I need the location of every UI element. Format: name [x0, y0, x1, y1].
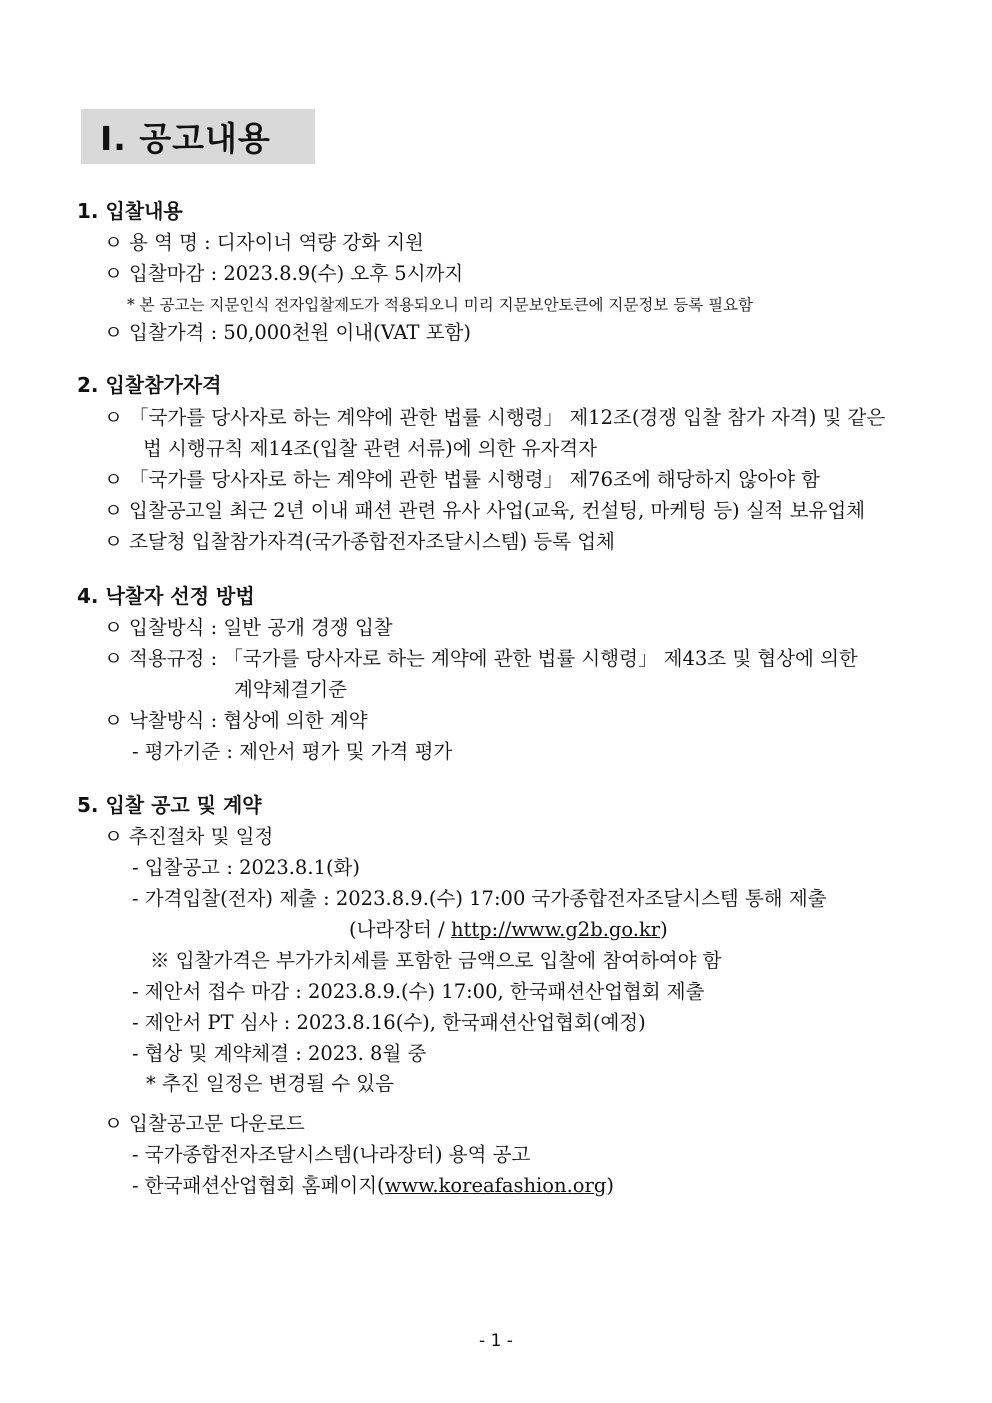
s2-qualification-2: ㅇ 「국가를 당사자로 하는 계약에 관한 법률 시행령」 제76조에 해당하지 않아야 함 [104, 468, 820, 491]
section-2-heading: 2. 입찰참가자격 [77, 373, 222, 397]
s2-qualification-1: ㅇ 「국가를 당사자로 하는 계약에 관한 법률 시행령」 제12조(경쟁 입찰 참가 자격) 및 같은 [104, 406, 886, 429]
s5-nara-market: (나라장터 / http://www.g2b.go.kr) [349, 918, 668, 941]
s5-schedule-note: * 추진 일정은 변경될 수 있음 [146, 1072, 394, 1095]
s1-service-name: ㅇ 용 역 명 : 디자이너 역량 강화 지원 [104, 231, 424, 254]
s5-download-homepage: - 한국패션산업협회 홈페이지(www.koreafashion.org) [132, 1174, 614, 1197]
s4-bid-method: ㅇ 입찰방식 : 일반 공개 경쟁 입찰 [104, 616, 393, 639]
s5-price-bid-submission: - 가격입찰(전자) 제출 : 2023.8.9.(수) 17:00 국가종합전자조달시스템 통해 제출 [132, 887, 827, 910]
section-5-heading: 5. 입찰 공고 및 계약 [77, 793, 262, 817]
s4-evaluation-criteria: - 평가기준 : 제안서 평가 및 가격 평가 [132, 740, 453, 763]
s1-fingerprint-note: * 본 공고는 지문인식 전자입찰제도가 적용되오니 미리 지문보안토큰에 지문정보 등록 필요함 [127, 296, 753, 314]
koreafashion-link[interactable]: www.koreafashion.org [384, 1174, 607, 1197]
s1-price: ㅇ 입찰가격 : 50,000천원 이내(VAT 포함) [104, 321, 471, 344]
s5-download-title: ㅇ 입찰공고문 다운로드 [104, 1112, 305, 1135]
s4-award-method: ㅇ 낙찰방식 : 협상에 의한 계약 [104, 709, 368, 732]
s5-download-g2b: - 국가종합전자조달시스템(나라장터) 용역 공고 [132, 1143, 531, 1166]
s2-qualification-3: ㅇ 입찰공고일 최근 2년 이내 패션 관련 유사 사업(교육, 컨설팅, 마케팅 등) 실적 보유업체 [104, 499, 866, 522]
s2-qualification-4: ㅇ 조달청 입찰참가자격(국가종합전자조달시스템) 등록 업체 [104, 530, 615, 553]
s5-contract: - 협상 및 계약체결 : 2023. 8월 중 [132, 1042, 427, 1065]
s5-bid-announcement: - 입찰공고 : 2023.8.1(화) [132, 856, 360, 879]
s5-pt-review: - 제안서 PT 심사 : 2023.8.16(수), 한국패션산업협회(예정) [132, 1011, 646, 1034]
s5-procedure-title: ㅇ 추진절차 및 일정 [104, 825, 274, 848]
page-number: - 1 - [479, 1331, 513, 1351]
g2b-link[interactable]: http://www.g2b.go.kr [450, 918, 661, 941]
s1-deadline: ㅇ 입찰마감 : 2023.8.9(수) 오후 5시까지 [104, 262, 464, 285]
section-4-heading: 4. 낙찰자 선정 방법 [77, 584, 255, 608]
s5-vat-note: ※ 입찰가격은 부가가치세를 포함한 금액으로 입찰에 참여하여야 함 [150, 949, 722, 972]
section-1-heading: 1. 입찰내용 [77, 199, 183, 223]
s5-proposal-deadline: - 제안서 접수 마감 : 2023.8.9.(수) 17:00, 한국패션산업협회 제출 [132, 980, 705, 1003]
s4-applicable-rule-cont: 계약체결기준 [234, 678, 348, 701]
page-title: Ⅰ. 공고내용 [100, 119, 271, 158]
s4-applicable-rule: ㅇ 적용규정 : 「국가를 당사자로 하는 계약에 관한 법률 시행령」 제43조 및 협상에 의한 [104, 647, 858, 670]
s2-qualification-1-cont: 법 시행규칙 제14조(입찰 관련 서류)에 의한 유자격자 [143, 437, 597, 460]
